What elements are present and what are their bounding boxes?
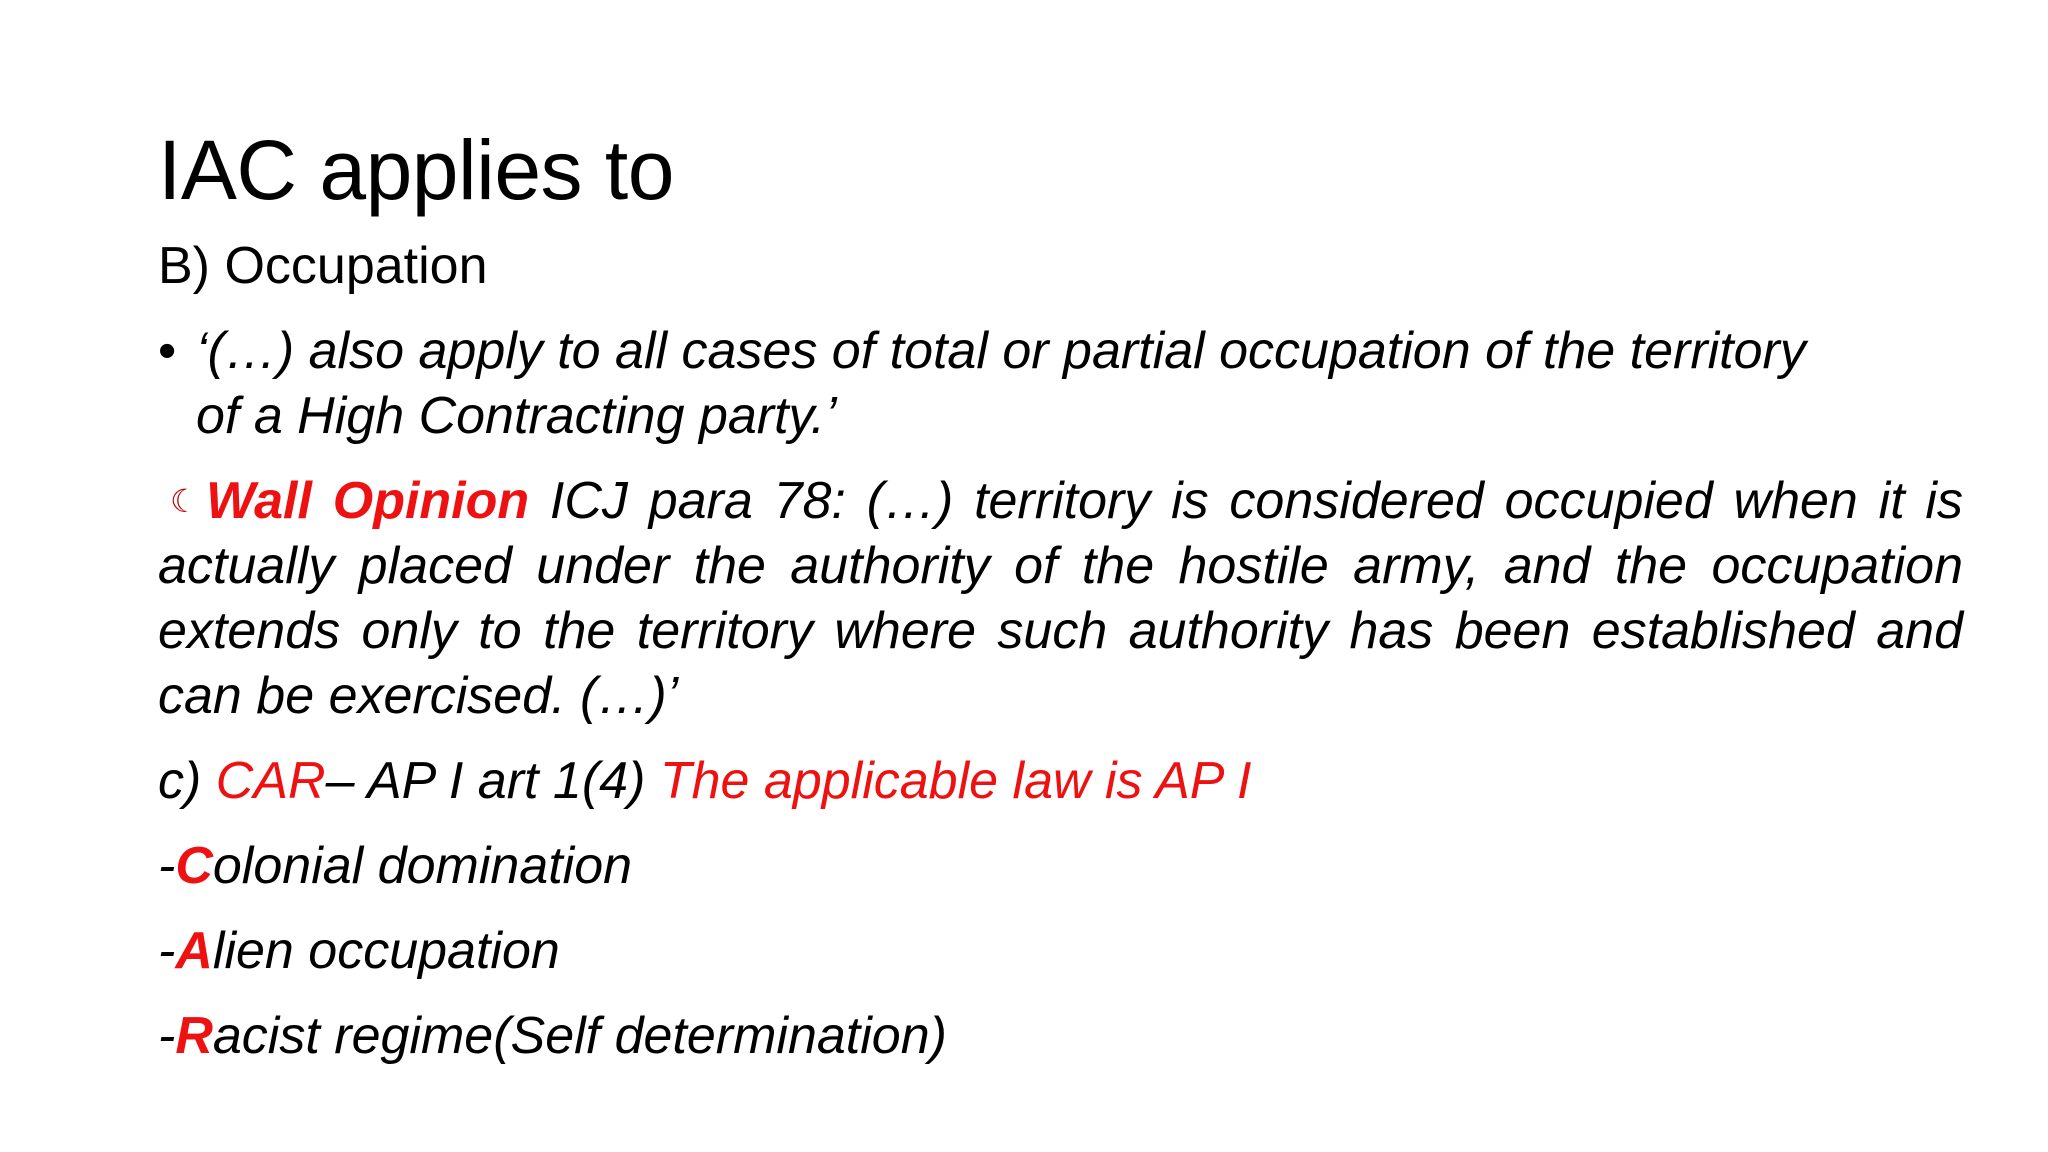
crescent-moon-icon: ☾ [170,483,199,519]
list-item-colonial [158,834,1963,899]
wall-opinion-paragraph [158,469,1963,729]
slide-title: IAC applies to [158,123,674,217]
list-item-dash: - [158,1007,176,1065]
list-item-initial: C [175,837,213,895]
wall-opinion-label: Wall Opinion [206,472,530,530]
bullet-quote-text [196,319,1963,449]
list-item-dash: - [158,922,176,980]
applicable-law-note: The applicable law is AP I [659,752,1252,810]
wall-opinion-text: ICJ para 78: (…) territory is considered occupied when it is actually placed under the authority of the hostile army, and the occupation extends only to the territory where such authority has been established and can be exercised. (…)’ [158,472,1963,725]
list-item-initial: A [175,922,213,980]
list-item-initial: R [175,1007,213,1065]
car-reference: – AP I art 1(4) [325,752,660,810]
car-line [158,749,1963,814]
car-prefix: c) [158,752,216,810]
list-item-racist [158,1004,1963,1069]
slide-content [158,234,1963,1089]
bullet-quote-line2: of a High Contracting party.’ [196,387,837,445]
list-item-alien [158,919,1963,984]
list-item-text: acist regime(Self determination) [212,1007,947,1065]
car-acronym: CAR [215,752,326,810]
list-item-text: olonial domination [212,837,633,895]
section-heading: B) Occupation [158,237,488,295]
bullet-marker: • [158,322,177,380]
bullet-quote [158,319,1963,449]
bullet-quote-line1: ‘(…) also apply to all cases of total or partial occupation of the territory [196,322,1806,380]
list-item-dash: - [158,837,176,895]
list-item-text: lien occupation [212,922,560,980]
